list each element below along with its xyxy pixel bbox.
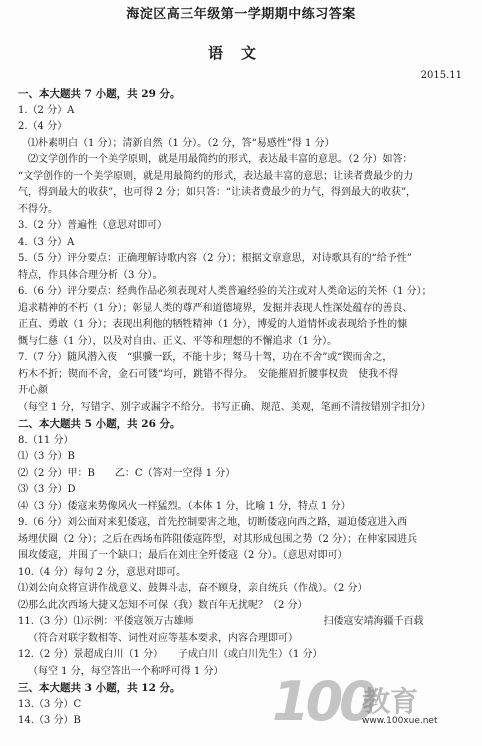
answer-line: ⑵（2 分）甲：B 乙：C（答对一空得 1 分） [18,467,236,479]
answer-line: 13.（3 分）C [18,698,82,710]
answer-line: ⑴刘公向众将宣讲作战意义、鼓舞斗志，奋不顾身，亲自统兵（作战）。（2 分） [18,583,368,594]
section-heading: 一、本大题共 7 小题，共 29 分。 [18,88,181,100]
answer-line: 6.（6 分）评分要点：经典作品必须表现对人类普遍经验的关注或对人类命运的关怀（1 分）； [18,286,432,297]
document-date: 2015.11 [420,70,462,81]
answer-line: 14.（3 分）B [18,715,81,726]
answer-line: 12.（2 分）景超成白川（1 分） 子成白川（或白川先生）（1 分） [18,649,323,660]
answer-line: 围攻倭寇，并围了一个缺口；最后在刘庄全歼倭寇（2 分）。（意思对即可） [18,550,348,561]
answer-line: 正直、勇敢（1 分）；表现出利他的牺牲精神（1 分），博爱的人道情怀或表现给予性的慷 [18,319,408,330]
answer-line: 7.（7 分）随风潜入夜 “骐骥一跃，不能十步；驽马十驾，功在不舍”或“锲而舍之， [18,352,393,363]
answer-line: 1.（2 分）A [18,104,75,116]
subject-heading: 语文 [207,44,274,62]
watermark-logo-number: 100 [272,670,373,733]
answer-line: 场埋伏圈（2 分）；之后在西场布阵阻倭寇阵型，对其形成包围之势（2 分）；在伸家园进兵 [18,533,418,545]
answer-line: （每空 1 分，每空答出一个称呼可得 1 分） [28,665,224,677]
answer-line: （符合对联字数相等、词性对应等基本要求，内容合理即可） [28,632,298,644]
watermark-url: www.100xue.net [362,716,438,726]
section-heading: 三、本大题共 3 小题，共 12 分。 [18,682,181,694]
answer-line: 5.（5 分）评分要点：正确理解诗歌内容（2 分）；根据文章意思，对诗歌具有的“给予性” [18,253,412,264]
answer-line: 3.（2 分）普遍性（意思对即可） [18,220,168,231]
answer-line: 开心颜 [18,385,48,396]
answer-line: 8.（11 分） [18,434,74,446]
answer-line: 10.（4 分）每句 2 分，意思对即可。 [18,566,187,578]
answer-line: ⑴（3 分）B [18,451,75,462]
document-title: 海淀区高三年级第一学期期中练习答案 [126,7,356,22]
answer-line: 追求精神的不朽（1 分）；彰显人类的尊严和道德境界，发掘并表现人性深处蕴存的善良、 [18,302,413,314]
section-heading: 二、本大题共 5 小题，共 26 分。 [18,418,181,430]
answer-line: 慨与仁慈（1 分），以及对自由、正义、平等和理想的不懈追求（1 分）。 [18,335,338,347]
answer-line: 2.（4 分） [18,121,68,132]
answer-line: 不得分。 [18,203,58,215]
answer-line: ⑷（3 分）倭寇来势像风火一样猛烈。（本体 1 分，比喻 1 分，特点 1 分） [18,500,351,512]
answer-line: ⑴朴素明白（1 分）；清新自然（1 分）。（2 分，答“易感性”得 1 分） [28,137,335,149]
answer-line: （每空 1 分，写错字、别字或漏字不给分。书写正确、规范、美观，笔画不清按错别字扣分） [18,401,431,413]
answer-line: 4.（3 分）A [18,236,75,248]
answer-line: “文学创作的一个美学原则，就是用最简约的形式，表达最丰富的意思；让读者费最少的力 [18,170,414,182]
answer-line: ⑵那么此次西场大捷又怎知不可保（我）数百年无扰呢？（2 分） [18,599,308,611]
answer-line: ⑶（3 分）D [18,484,76,495]
answer-line: 朽木不折；锲而不舍，金石可镂”均可，跳错不得分。 安能摧眉折腰事权贵 使我不得 [18,368,399,380]
answer-content [18,86,470,730]
answer-line: ⑵文学创作的一个美学原则，就是用最简约的形式，表达最丰富的意思。（2 分）如答： [28,154,413,165]
answer-line: 特点，作具体合理分析（3 分）。 [18,269,163,281]
watermark-logo-brand: 教育 [362,685,419,718]
answer-line: 9.（6 分）刘公面对来犯倭寇，首先控制要害之地，切断倭寇向西之路，逼迫倭寇进入西 [18,517,408,528]
answer-line: 11.（3 分）⑴示例：平倭寇领万古雄师 扫倭寇安靖海疆千百载 [18,616,424,627]
answer-line: 气，得到最大的收获”，也可得 2 分；如只答：“让读者费最少的力气，得到最大的收获”， [18,187,417,198]
